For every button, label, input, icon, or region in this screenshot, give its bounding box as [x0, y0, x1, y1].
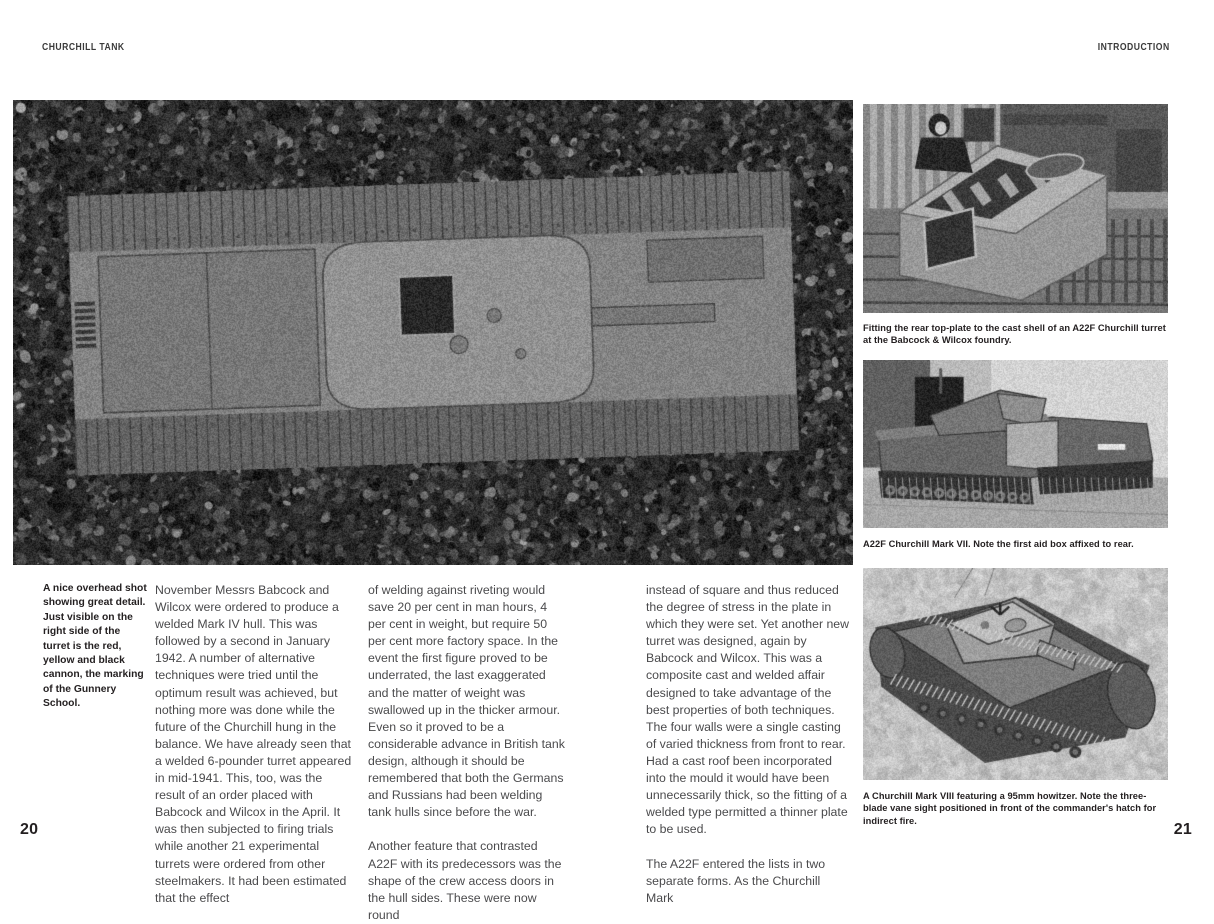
running-head-left: CHURCHILL TANK [42, 41, 125, 53]
page-number-left: 20 [20, 821, 39, 838]
photo-churchill-mark-viii-95mm-howitzer [863, 568, 1168, 780]
caption-churchill-mark-viii-95mm-howitzer: A Churchill Mark VIII featuring a 95mm howitzer. Note the three-blade vane sight positioned in front of the commander's hatch for indirect fire. [863, 791, 1157, 826]
body-paragraph: of welding against riveting would save 20 per cent in man hours, 4 per cent in weight, but require 50 per cent more factory space. In the event the first figure proved to be underrated, the last exaggerated and the matter of weight was swallowed up in the thicker armour. Even so it proved to be a considerable advance in British tank design, although it should be remembered that both the Germans and Russians had been welding tank hulls since before the war. [368, 583, 565, 820]
photo-a22f-churchill-turret-casting [863, 104, 1168, 313]
body-column-3 [646, 582, 850, 907]
body-column-1 [155, 582, 355, 907]
body-paragraph: Another feature that contrasted A22F with its predecessors was the shape of the crew access doors in the hull sides. These were now round [368, 839, 562, 922]
body-paragraph: November Messrs Babcock and Wilcox were ordered to produce a welded Mark IV hull. This was followed by a second in January 1942. A number of alternative techniques were tried until the optimum result was achieved, but nothing more was done while the future of the Churchill hung in the balance. We have already seen that a welded 6-pounder turret appeared in mid-1941. This, too, was the result of an order placed with Babcock and Wilcox in the April. It was then subjected to firing trials while another 21 experimental turrets were ordered from other steelmakers. It had been estimated that the effect [155, 583, 352, 905]
body-column-2 [368, 582, 566, 924]
caption-a22f-churchill-turret-casting: Fitting the rear top-plate to the cast shell of an A22F Churchill turret at the Babcock & Wilcox foundry. [863, 323, 1166, 346]
body-paragraph: The A22F entered the lists in two separate forms. As the Churchill Mark [646, 856, 826, 905]
caption-a22f-churchill-mark-vii: A22F Churchill Mark VII. Note the first aid box affixed to rear. [863, 539, 1134, 549]
hero-photo-overhead-churchill-tank [13, 100, 853, 565]
caption-hero-photo: A nice overhead shot showing great detail. Just visible on the right side of the turret is the red, yellow and black cannon, the marking of the Gunnery School. [43, 583, 147, 710]
body-paragraph: instead of square and thus reduced the degree of stress in the plate in which they were set. Yet another new turret was designed, again by Babcock and Wilcox. This was a composite cast and welded affair designed to take advantage of the best properties of both techniques. The four walls were a single casting of varied thickness from front to rear. Had a cast roof been incorporated into the mould it would have been unnecessarily thick, so the fitting of a welded type permitted a thinner plate to be used. [646, 583, 850, 837]
running-head-right: INTRODUCTION [1098, 41, 1170, 53]
photo-mark-viii-image [863, 568, 1168, 780]
page-number-right: 21 [1173, 821, 1192, 838]
photo-a22f-churchill-mark-vii [863, 360, 1168, 528]
hero-photo-image [13, 100, 853, 565]
photo-mark-vii-image [863, 360, 1168, 528]
photo-turret-image [863, 104, 1168, 313]
